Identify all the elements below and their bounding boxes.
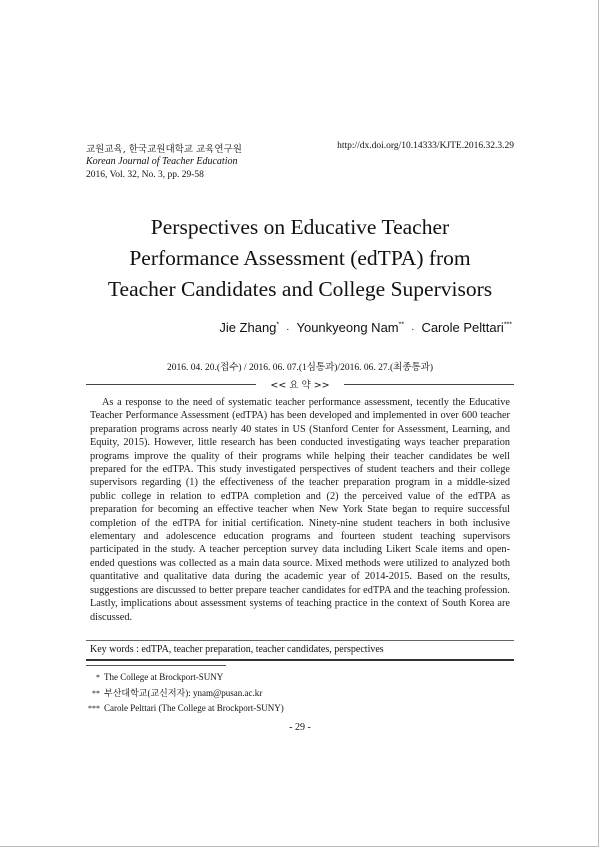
- footnote-1: * The College at Brockport-SUNY: [96, 672, 224, 682]
- author-1: Jie Zhang*: [219, 320, 280, 335]
- page-number: - 29 -: [289, 722, 311, 733]
- doi-link[interactable]: http://dx.doi.org/10.14333/KJTE.2016.32.3.29: [337, 141, 514, 151]
- title-line-2: Performance Assessment (edTPA) from: [129, 246, 471, 270]
- keywords-top-rule: [86, 640, 514, 641]
- author-3-mark: ***: [503, 321, 512, 329]
- footnote-2: ** 부산대학교(교신저자): ynam@pusan.ac.kr: [92, 687, 263, 698]
- journal-volume-info: 2016, Vol. 32, No. 3, pp. 29-58: [86, 170, 204, 180]
- author-separator: ·: [411, 324, 415, 335]
- author-1-mark: *: [276, 321, 280, 329]
- footnote-rule: [86, 665, 226, 666]
- keywords-bottom-rule: [86, 659, 514, 661]
- author-separator: ·: [286, 324, 290, 335]
- paper-title: [60, 212, 540, 305]
- author-list: [219, 320, 512, 335]
- abstract-text: As a response to the need of systematic teacher performance assessment, tecently the Educative Teacher Performance Assessment (edTPA) has been developed and implemented in over 600 teacher preparation programs across nearly 40 states in US (Stanford Center for Assessment, Learning, and Equity, 2015). However, little research has been conducted investigating ways teacher preparation programs improve the quality of their programs while helping their teacher candidates be well prepared for the edTPA. This study investigated perspectives of student teachers and their college supervisors regarding (1) the effectiveness of the teacher preparation program in a middle-sized public college in relation to edTPA completion and (2) the perceived value of the edTPA as preparation for becoming an effective teacher when New York State began to require successful completion of the edTPA for initial certification. Ninety-nine student teachers in both inclusive elementary and adolescence education programs and fourteen student teaching supervisors participated in the study. A teacher perception survey data including Likert Scale items and open-ended questions was collected as a main data source. Mixed methods were utilized to analyzed both quantitative and qualitative data during the academic year of 2014-2015. Based on the results, suggestions are discussed to better prepare teacher candidates for edTPA and the teaching profession. Lastly, implications about assessment systems of teaching practice in the context of South Korea are discussed.: [90, 397, 510, 623]
- footnotes: [84, 670, 284, 717]
- journal-name-korean: 교원교육, 한국교원대학교 교육연구원: [86, 144, 242, 155]
- footnote-3: *** Carole Pelttari (The College at Brockport-SUNY): [88, 703, 284, 713]
- author-2-mark: **: [398, 321, 405, 329]
- journal-name-english: Korean Journal of Teacher Education: [86, 156, 238, 167]
- abstract-heading: << 요 약 >>: [0, 377, 600, 391]
- title-line-1: Perspectives on Educative Teacher: [150, 215, 450, 239]
- keywords: Key words : edTPA, teacher preparation, teacher candidates, perspectives: [90, 644, 384, 655]
- submission-dates: 2016. 04. 20.(접수) / 2016. 06. 07.(1심통과)/2016. 06. 27.(최종통과): [167, 363, 433, 373]
- author-3: Carole Pelttari***: [421, 320, 512, 335]
- title-line-3: Teacher Candidates and College Supervisors: [107, 277, 493, 301]
- author-2: Younkyeong Nam**: [296, 320, 405, 335]
